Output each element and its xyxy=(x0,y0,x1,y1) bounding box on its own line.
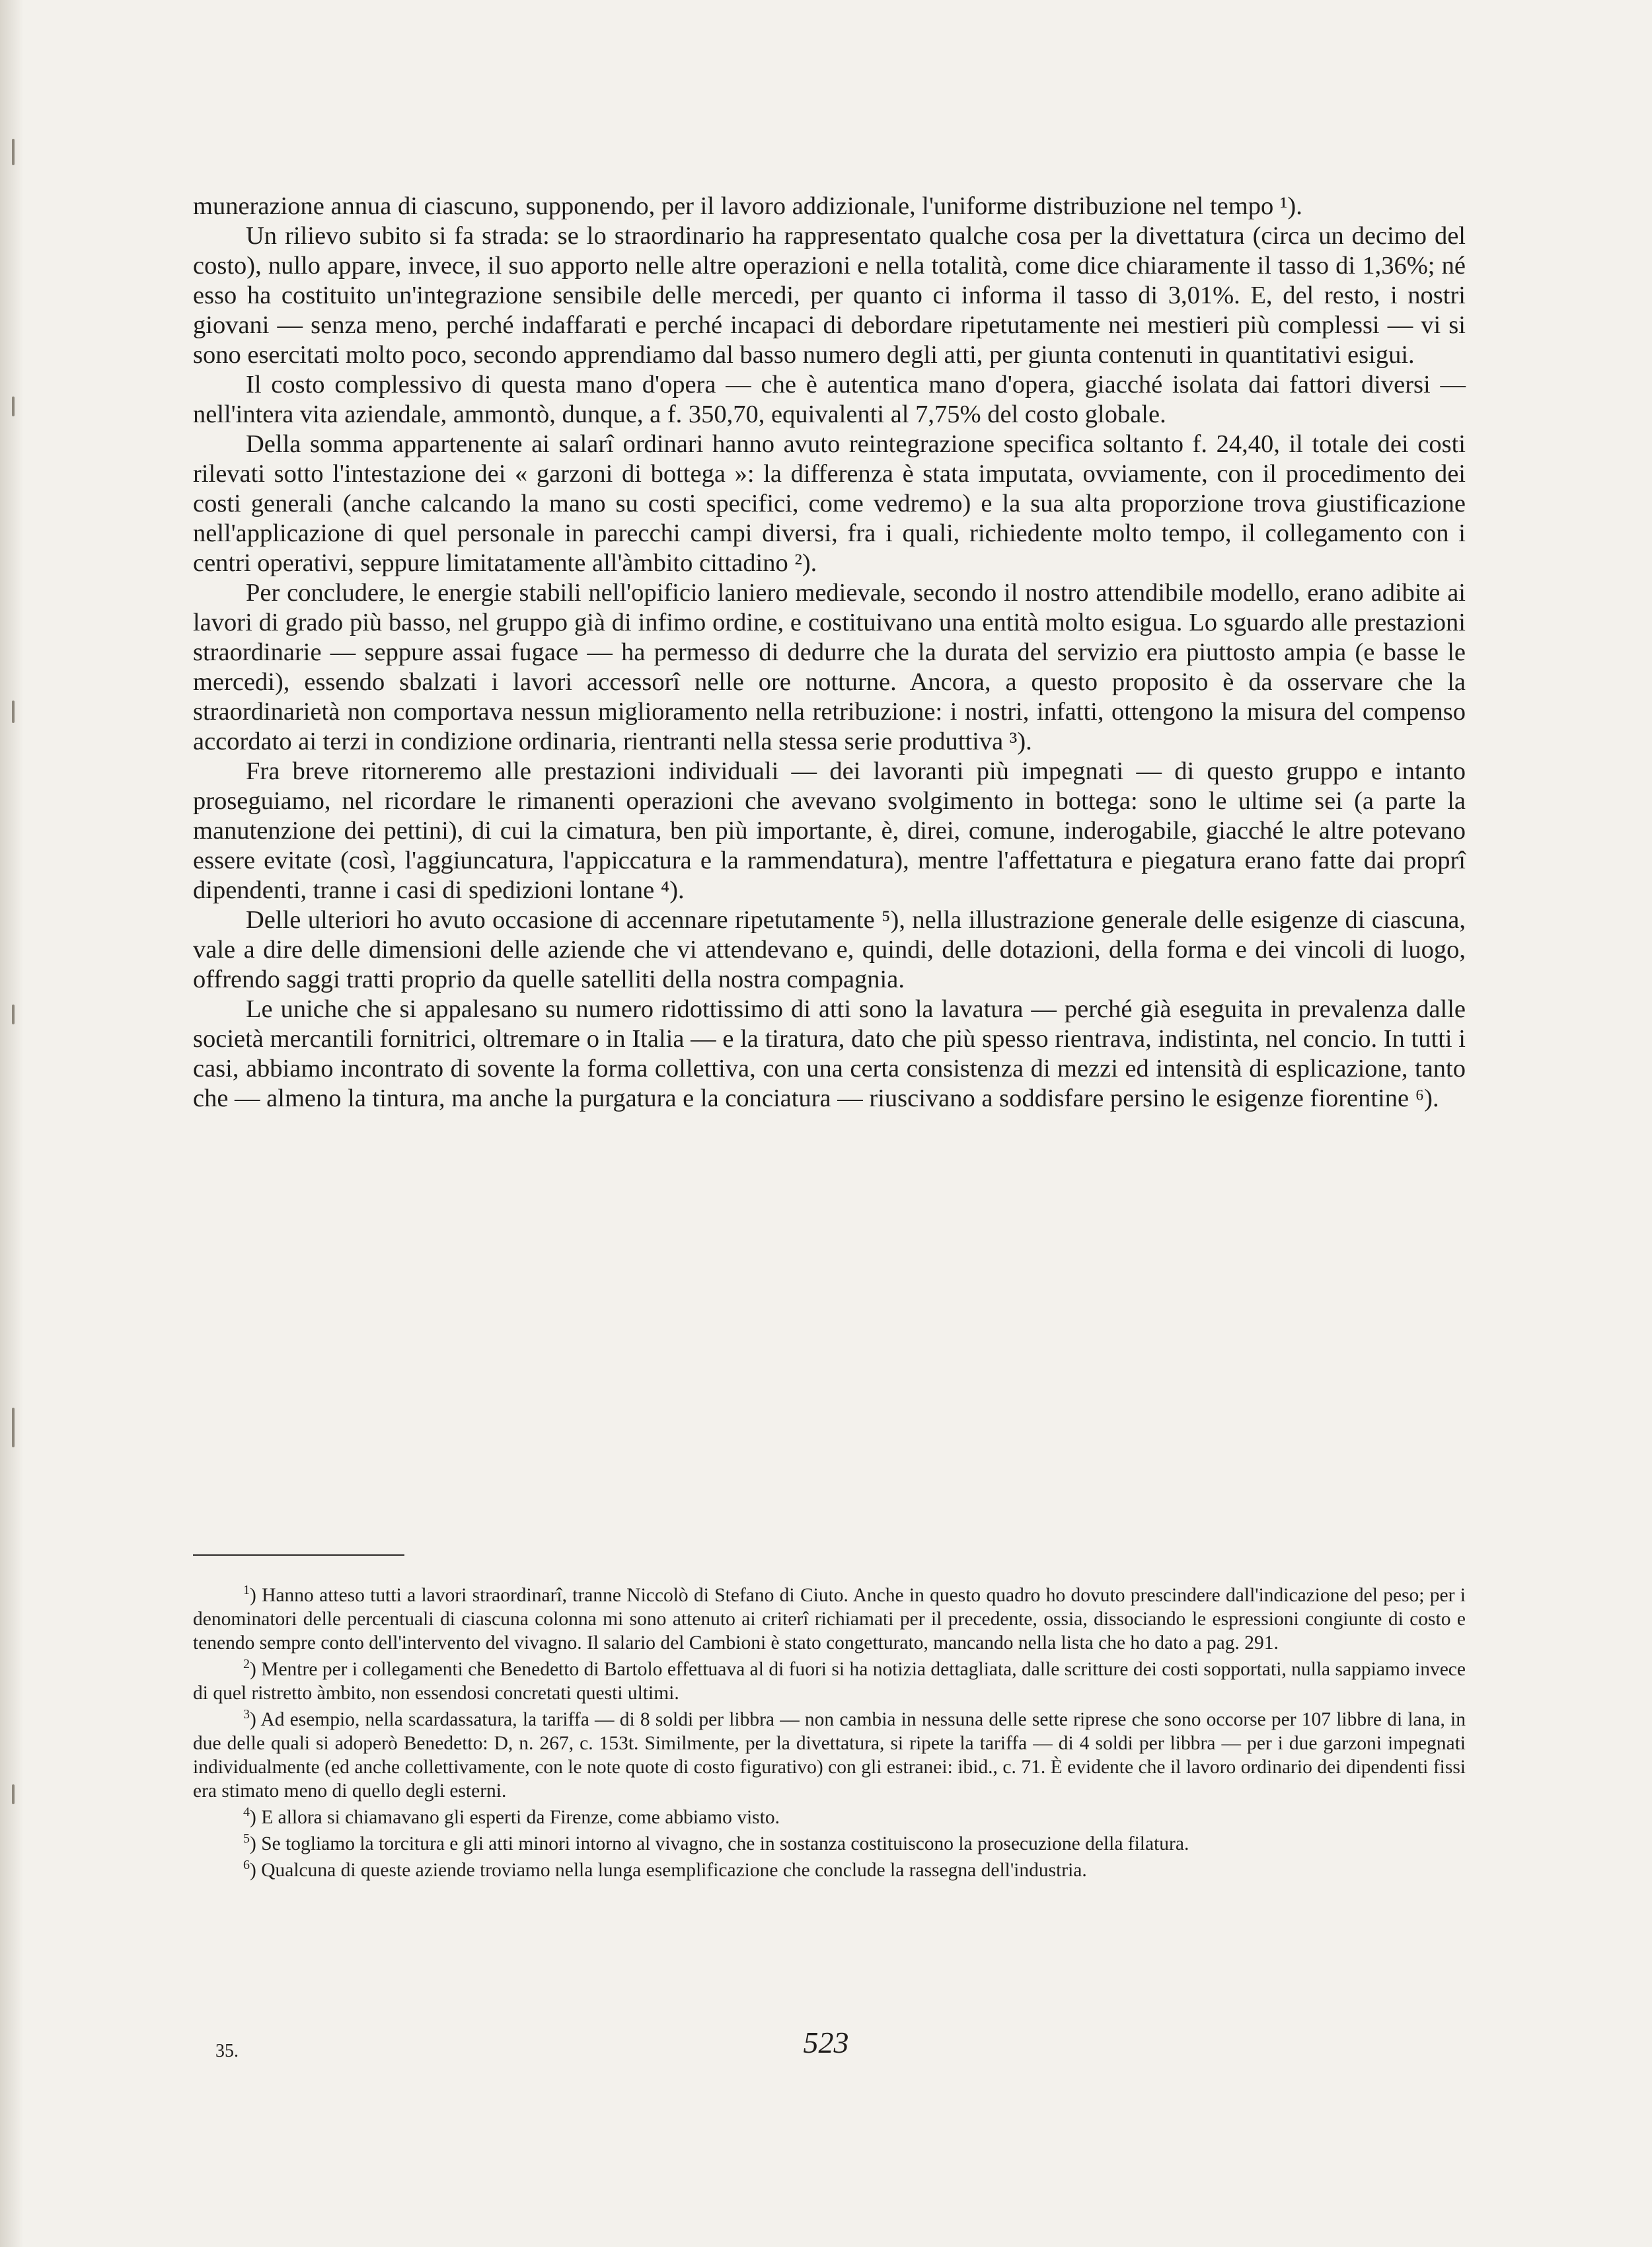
footnote-text: Hanno atteso tutti a lavori straordinarî, tranne Niccolò di Stefano di Ciuto. Anche in questo quadro ho dovuto prescindere dall'indicazione del peso; per i denominatori delle percentuali di ciascuna colonna mi sono attenuto ai criterî richiamati per il precedente, ossia, dissociando le espressioni congiunte di costo e tenendo sempre conto dell'intervento del vivagno. Il salario del Cambioni è stato congetturato, mancando nella lista che ho dato a pag. 291. xyxy=(193,1585,1466,1654)
paragraph: Le uniche che si appalesano su numero ridottissimo di atti sono la lavatura — perché già eseguita in prevalenza dalle società mercantili fornitrici, oltremare o in Italia — e la tiratura, dato che più spesso rientrava, indistinta, nel concio. In tutti i casi, abbiamo incontrato di sovente la forma collettiva, con una certa consistenza di mezzi ed intensità di esplicazione, tanto che — almeno la tintura, ma anche la purgatura e la conciatura — riuscivano a soddisfare persino le esigenze fiorentine ⁶). xyxy=(193,995,1466,1112)
main-text xyxy=(193,192,1466,1114)
footnote-mark: 2 xyxy=(243,1657,250,1672)
footnote-separator xyxy=(193,1554,404,1556)
paragraph: Delle ulteriori ho avuto occasione di accennare ripetutamente ⁵), nella illustrazione generale delle esigenze di ciascuna, vale a dire delle dimensioni delle aziende che vi attendevano e, quindi, delle dotazioni, della forma e dei vincoli di luogo, offrendo saggi tratti proprio da quelle satelliti della nostra compagnia. xyxy=(193,906,1466,993)
paragraph: Fra breve ritorneremo alle prestazioni individuali — dei lavoranti più impegnati — di questo gruppo e intanto proseguiamo, nel ricordare le rimanenti operazioni che avevano svolgimento in bottega: sono le ultime sei (a parte la manutenzione dei pettini), di cui la cimatura, ben più importante, è, direi, comune, inderogabile, giacché le altre potevano essere evitate (così, l'aggiuncatura, l'appiccatura e la rammendatura), mentre l'affettatura e piegatura erano fatte dai proprî dipendenti, tranne i casi di spedizioni lontane ⁴). xyxy=(193,757,1466,904)
binding-stitch xyxy=(12,397,15,416)
footnote-mark: 6 xyxy=(243,1858,250,1873)
footnote: $^5$) Se togliamo la torcitura e gli atti minori intorno al vivagno, che in sostanza costituiscono la prosecuzione della filatura. xyxy=(243,1831,1189,1854)
binding-stitch xyxy=(12,1408,15,1447)
paragraph: munerazione annua di ciascuno, supponendo, per il lavoro addizionale, l'uniforme distribuzione nel tempo ¹). xyxy=(193,192,1302,220)
footnote: $^6$) Qualcuna di queste aziende troviamo nella lunga esemplificazione che conclude la rassegna dell'industria. xyxy=(243,1858,1087,1881)
footnote-mark: 1 xyxy=(243,1583,250,1598)
paragraph: Un rilievo subito si fa strada: se lo straordinario ha rappresentato qualche cosa per la divettatura (circa un decimo del costo), nullo appare, invece, il suo apporto nelle altre operazioni e nella totalità, come dice chiaramente il tasso di 1,36%; né esso ha costituito un'integrazione sensibile delle mercedi, per quanto ci informa il tasso di 3,01%. E, del resto, i nostri giovani — senza meno, perché indaffarati e perché incapaci di debordare ripetutamente nei mestieri più complessi — vi si sono esercitati molto poco, secondo apprendiamo dal basso numero degli atti, per giunta contenuti in quantitativi esigui. xyxy=(193,222,1466,369)
binding-stitch xyxy=(12,1005,15,1024)
footnote-text: Qualcuna di queste aziende troviamo nella lunga esemplificazione che conclude la rassegna dell'industria. xyxy=(261,1860,1087,1881)
footnote-text: Ad esempio, nella scardassatura, la tariffa — di 8 soldi per libbra — non cambia in nessuna delle sette riprese che sono occorse per 107 libbre di lana, in due delle quali si adoperò Benedetto: D, n. 267, c. 153t. Similmente, per la divettatura, si ripete la tariffa — di 4 soldi per libbra — per i due garzoni impegnati individualmente (ed anche collettivamente, con le note quote di costo figurativo) con gli estranei: ibid., c. 71. È evidente che il lavoro ordinario dei dipendenti fissi era stimato meno di quello degli esterni. xyxy=(193,1709,1466,1802)
footnote-text: Mentre per i collegamenti che Benedetto di Bartolo effettuava al di fuori si ha notizia dettagliata, dalle scritture dei costi sopportati, nulla sappiamo invece di quel ristretto àmbito, non essendosi concretati questi ultimi. xyxy=(193,1659,1466,1704)
footnote: $^1$) Hanno atteso tutti a lavori straordinarî, tranne Niccolò di Stefano di Ciuto. Anche in questo quadro ho dovuto prescindere dall'indicazione del peso; per i denominatori delle percentuali di ciascuna colonna mi sono attenuto ai criterî richiamati per il precedente, ossia, dissociando le espressioni congiunte di costo e tenendo sempre conto dell'intervento del vivagno. Il salario del Cambioni è stato congetturato, mancando nella lista che ho dato a pag. 291. xyxy=(193,1583,1466,1654)
footnote-mark: 3 xyxy=(243,1707,250,1722)
paragraph: Per concludere, le energie stabili nell'opificio laniero medievale, secondo il nostro attendibile modello, erano adibite ai lavori di grado più basso, nel gruppo già di infimo ordine, e costituivano una entità molto esigua. Lo sguardo alle prestazioni straordinarie — seppure assai fugace — ha permesso di dedurre che la durata del servizio era piuttosto ampia (e basse le mercedi), essendo sbalzati i lavori accessorî nelle ore notturne. Ancora, a questo proposito è da osservare che la straordinarietà non comportava nessun miglioramento nella retribuzione: i nostri, infatti, ottengono la misura del compenso accordato ai terzi in condizione ordinaria, rientranti nella stessa serie produttiva ³). xyxy=(193,579,1466,755)
binding-stitch xyxy=(12,139,15,165)
binding-stitch xyxy=(12,1784,15,1804)
footnote-text: E allora si chiamavano gli esperti da Firenze, come abbiamo visto. xyxy=(261,1807,780,1828)
footnotes xyxy=(193,1583,1466,1882)
footnote-text: Se togliamo la torcitura e gli atti minori intorno al vivagno, che in sostanza costituiscono la prosecuzione della filatura. xyxy=(261,1833,1189,1854)
gathering-signature: 35. xyxy=(215,2041,239,2061)
paragraph: Della somma appartenente ai salarî ordinari hanno avuto reintegrazione specifica soltanto f. 24,40, il totale dei costi rilevati sotto l'intestazione dei « garzoni di bottega »: la differenza è stata imputata, ovviamente, con il procedimento dei costi generali (anche calcando la mano su costi specifici, come vedremo) e la sua alta proporzione trova giustificazione nell'applicazione di quel personale in parecchi campi diversi, fra i quali, richiedente molto tempo, il collegamento con i centri operativi, seppure limitatamente all'àmbito cittadino ²). xyxy=(193,430,1466,577)
footnote: $^4$) E allora si chiamavano gli esperti da Firenze, come abbiamo visto. xyxy=(243,1805,780,1828)
page-edge xyxy=(0,0,24,2247)
page-number: 523 xyxy=(803,2026,849,2059)
footnote: $^3$) Ad esempio, nella scardassatura, la tariffa — di 8 soldi per libbra — non cambia in nessuna delle sette riprese che sono occorse per 107 libbre di lana, in due delle quali si adoperò Benedetto: D, n. 267, c. 153t. Similmente, per la divettatura, si ripete la tariffa — di 4 soldi per libbra — per i due garzoni impegnati individualmente (ed anche collettivamente, con le note quote di costo figurativo) con gli estranei: ibid., c. 71. È evidente che il lavoro ordinario dei dipendenti fissi era stimato meno di quello degli esterni. xyxy=(193,1707,1466,1802)
footnote-mark: 5 xyxy=(243,1831,250,1847)
footnote: $^2$) Mentre per i collegamenti che Benedetto di Bartolo effettuava al di fuori si ha notizia dettagliata, dalle scritture dei costi sopportati, nulla sappiamo invece di quel ristretto àmbito, non essendosi concretati questi ultimi. xyxy=(193,1657,1466,1704)
footnote-mark: 4 xyxy=(243,1805,250,1820)
binding-stitch xyxy=(12,701,15,723)
paragraph: Il costo complessivo di questa mano d'opera — che è autentica mano d'opera, giacché isolata dai fattori diversi — nell'intera vita aziendale, ammontò, dunque, a f. 350,70, equivalenti al 7,75% del costo globale. xyxy=(193,371,1466,428)
